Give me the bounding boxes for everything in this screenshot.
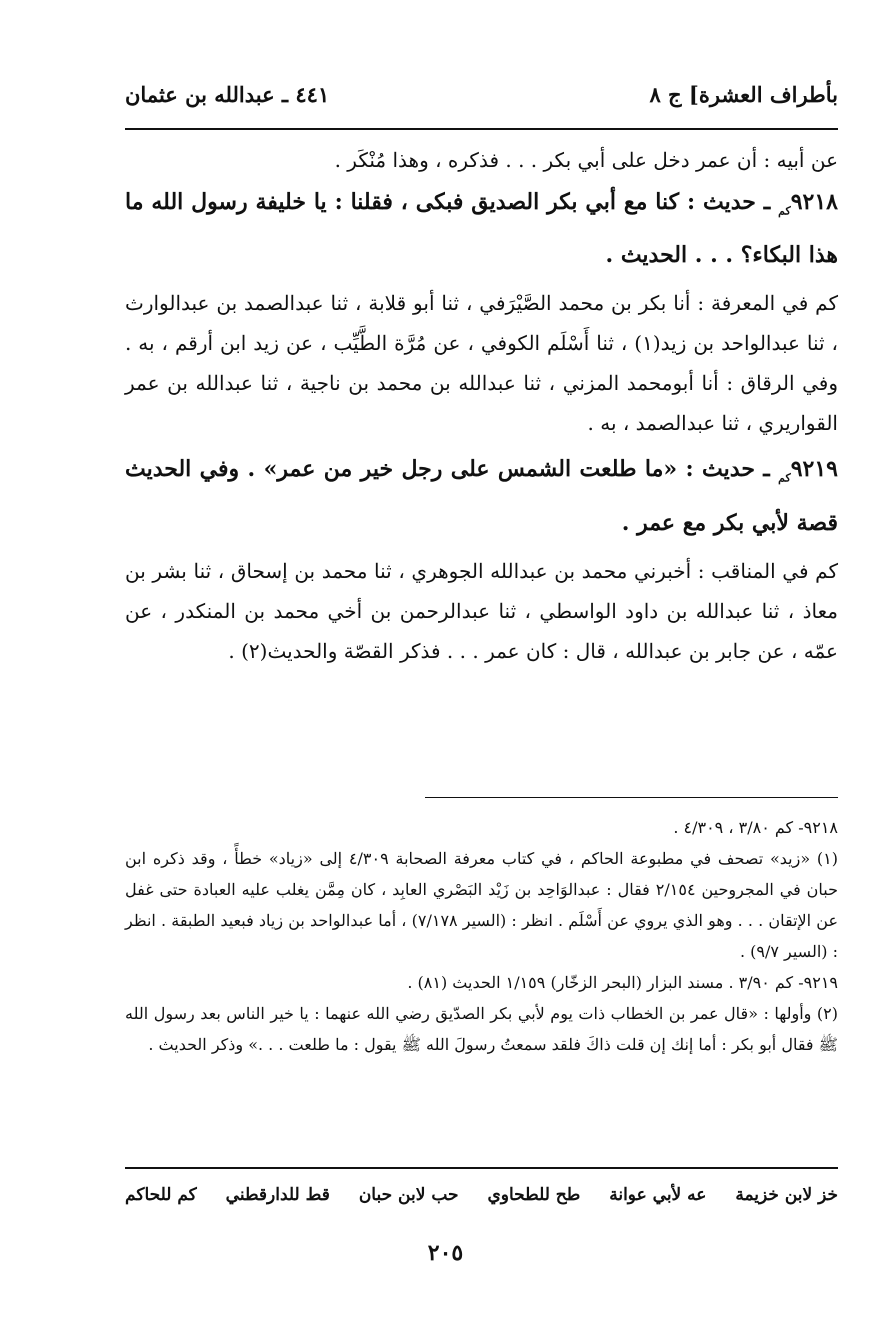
legend-item: خز لابن خزيمة xyxy=(735,1185,838,1205)
hadith-heading-9219 xyxy=(125,447,838,544)
footnote: ٩٢١٨- كم ٣/٨٠ ، ٤/٣٠٩ . xyxy=(673,818,838,837)
source-abbr: كم xyxy=(778,471,791,485)
legend-item: قط للدارقطني xyxy=(225,1185,330,1205)
legend-item: كم للحاكم xyxy=(125,1185,197,1205)
hadith-number: ٩٢١٨ xyxy=(790,189,838,215)
footnote: (١) «زيد» تصحف في مطبوعة الحاكم ، في كتاب معرفة الصحابة ٤/٣٠٩ إلى «زياد» خطأً ، وقد ذكره ابن حبان في المجروحين ٢/١٥٤ فقال : عبدالوَاحِد بن زَيْد البَصْري العابِد ، كان مِمَّن يغلب عليه العبادة حتى غفل عن الإتقان . . . وهو الذي يروي عن أَسْلَم . انظر : (السير ٧/١٧٨) ، أما عبدالواحد بن زياد فبعيد الطبقة . انظر : (السير ٩/٧) . xyxy=(125,849,839,961)
page-number: ٢٠٥ xyxy=(427,1240,464,1266)
legend-rule xyxy=(125,1167,838,1169)
hadith-text: ـ حديث : كنا مع أبي بكر الصديق فبكى ، فقلنا : يا خليفة رسول الله ما هذا البكاء؟ . . . الحديث . xyxy=(125,189,838,269)
hadith-number: ٩٢١٩ xyxy=(790,456,838,483)
footnote-rule xyxy=(425,797,838,798)
footnote: (٢) وأولها : «قال عمر بن الخطاب ذات يوم لأبي بكر الصدّيق رضي الله عنهما : يا خير الناس بعد رسول الله ﷺ فقال أبو بكر : أما إنك إن قلت ذاكَ فلقد سمعتُ رسولَ الله ﷺ يقول : ما طلعت . . .» وذكر الحديث . xyxy=(125,1004,838,1054)
legend-item: طح للطحاوي xyxy=(487,1185,581,1205)
header-section-title: ٤٤١ ـ عبدالله بن عثمان xyxy=(125,82,330,107)
legend-item: حب لابن حبان xyxy=(358,1185,459,1205)
abbreviation-legend xyxy=(125,1185,838,1205)
hadith-heading-9218 xyxy=(125,180,838,277)
isnad-paragraph: كم في المناقب : أخبرني محمد بن عبدالله الجوهري ، ثنا محمد بن إسحاق ، ثنا بشر بن معاذ ، ثنا عبدالله بن داود الواسطي ، ثنا عبدالرحمن بن أخي محمد بن المنكدر ، عن عمّه ، عن جابر بن عبدالله ، قال : كان عمر . . . فذكر القصّة والحديث(٢) . xyxy=(125,558,838,663)
header-rule xyxy=(125,128,838,130)
main-text xyxy=(125,140,838,671)
header-book-title: بأطراف العشرة] ج ٨ xyxy=(649,82,838,107)
isnad-paragraph: كم في المعرفة : أنا بكر بن محمد الصَّيْرَفي ، ثنا أبو قلابة ، ثنا عبدالصمد بن عبدالوارث ، ثنا عبدالواحد بن زيد(١) ، ثنا أَسْلَم الكوفي ، عن مُرَّة الطَّيِّب ، عن زيد ابن أرقم ، به . وفي الرقاق : أنا أبومحمد المزني ، ثنا عبدالله بن محمد بن ناجية ، ثنا عبدالله بن عمر القواريري ، ثنا عبدالصمد ، به . xyxy=(125,291,838,436)
source-abbr: كم xyxy=(778,204,791,218)
legend-item: عه لأبي عوانة xyxy=(609,1185,707,1205)
hadith-text: ـ حديث : «ما طلعت الشمس على رجل خير من عمر» . وفي الحديث قصة لأبي بكر مع عمر . xyxy=(125,456,838,536)
footnotes xyxy=(125,812,838,1060)
paragraph-continuation: عن أبيه : أن عمر دخل على أبي بكر . . . فذكره ، وهذا مُنْكَر . xyxy=(334,148,838,172)
footnote: ٩٢١٩- كم ٣/٩٠ . مسند البزار (البحر الزخّار) ١/١٥٩ الحديث (٨١) . xyxy=(407,973,838,992)
running-header xyxy=(125,82,838,118)
